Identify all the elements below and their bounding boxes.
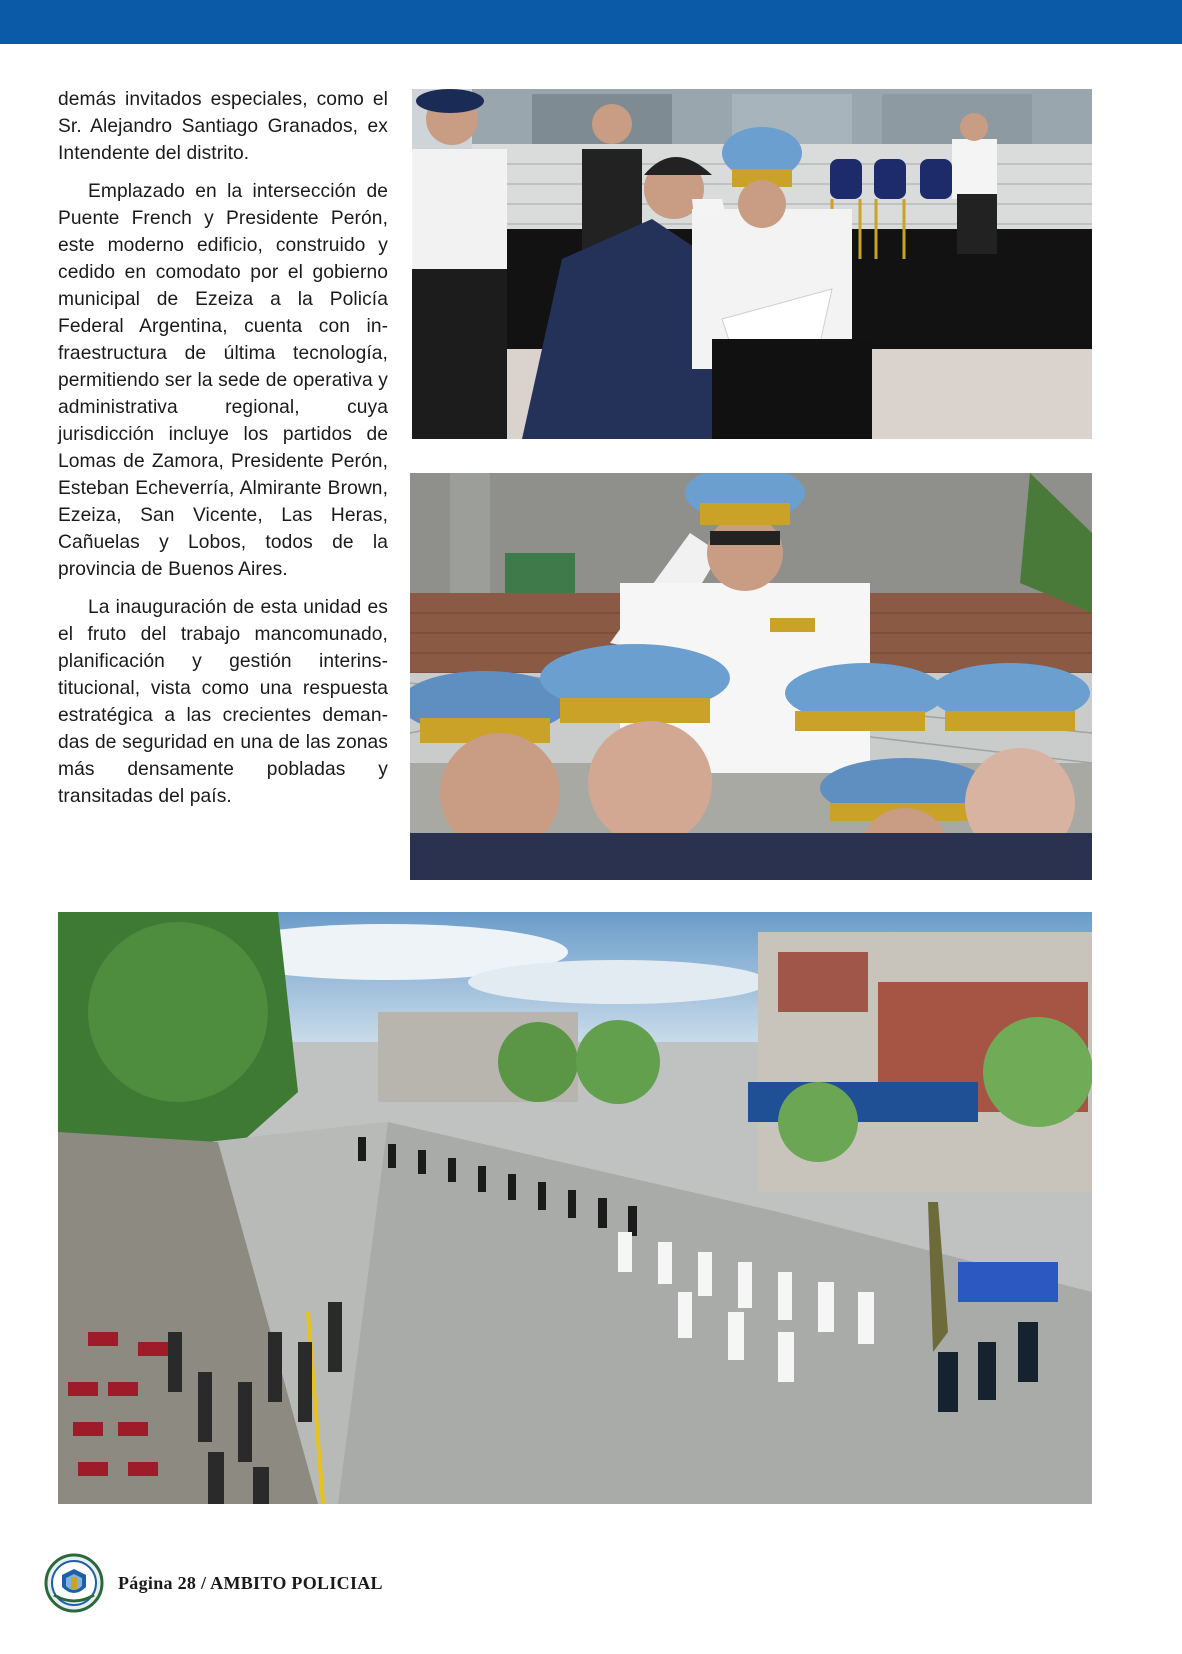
publication-name: AMBITO POLICIAL — [210, 1572, 383, 1593]
article-paragraph: Emplazado en la intersección de Puente French y Presidente Perón, este moderno edificio, construido y cedido en comodato por el gobierno municipal de Ezeiza a la Policía Federal Argentina, cuenta con infraestructura de última tecnología, permitiendo ser la sede de operativa y administrativa regional, cuya jurisdicción incluye los partidos de Lomas de Zamora, Presidente Perón, Esteban Echeverría, Almirante Brown, Ezeiza, San Vicente, Las Heras, Cañuelas y Lobos, todos de la provincia de Buenos Aires. — [58, 181, 388, 580]
article-paragraph: demás invitados especiales, como el Sr. Alejandro Santiago Granados, ex Intendente del distrito. — [58, 89, 388, 164]
footer — [44, 1552, 383, 1614]
top-bar — [0, 0, 1182, 44]
photo-saluting-officers — [410, 473, 1092, 880]
footer-separator: / — [201, 1572, 207, 1593]
article-paragraph: La inauguración de esta unidad es el fruto del trabajo mancomunado, planificación y gestión interinstitucional, vista como una respuesta estratégica a las crecientes demandas de seguridad en una de las zonas más densamente pobladas y transitadas del país. — [58, 597, 388, 807]
photo-aerial-parade — [58, 912, 1092, 1504]
photo-signing-ceremony — [412, 89, 1092, 439]
ambito-policial-logo — [44, 1553, 104, 1613]
footer-page-label — [118, 1573, 383, 1594]
page-number: Página 28 — [118, 1572, 197, 1593]
article-text-column — [58, 86, 388, 821]
